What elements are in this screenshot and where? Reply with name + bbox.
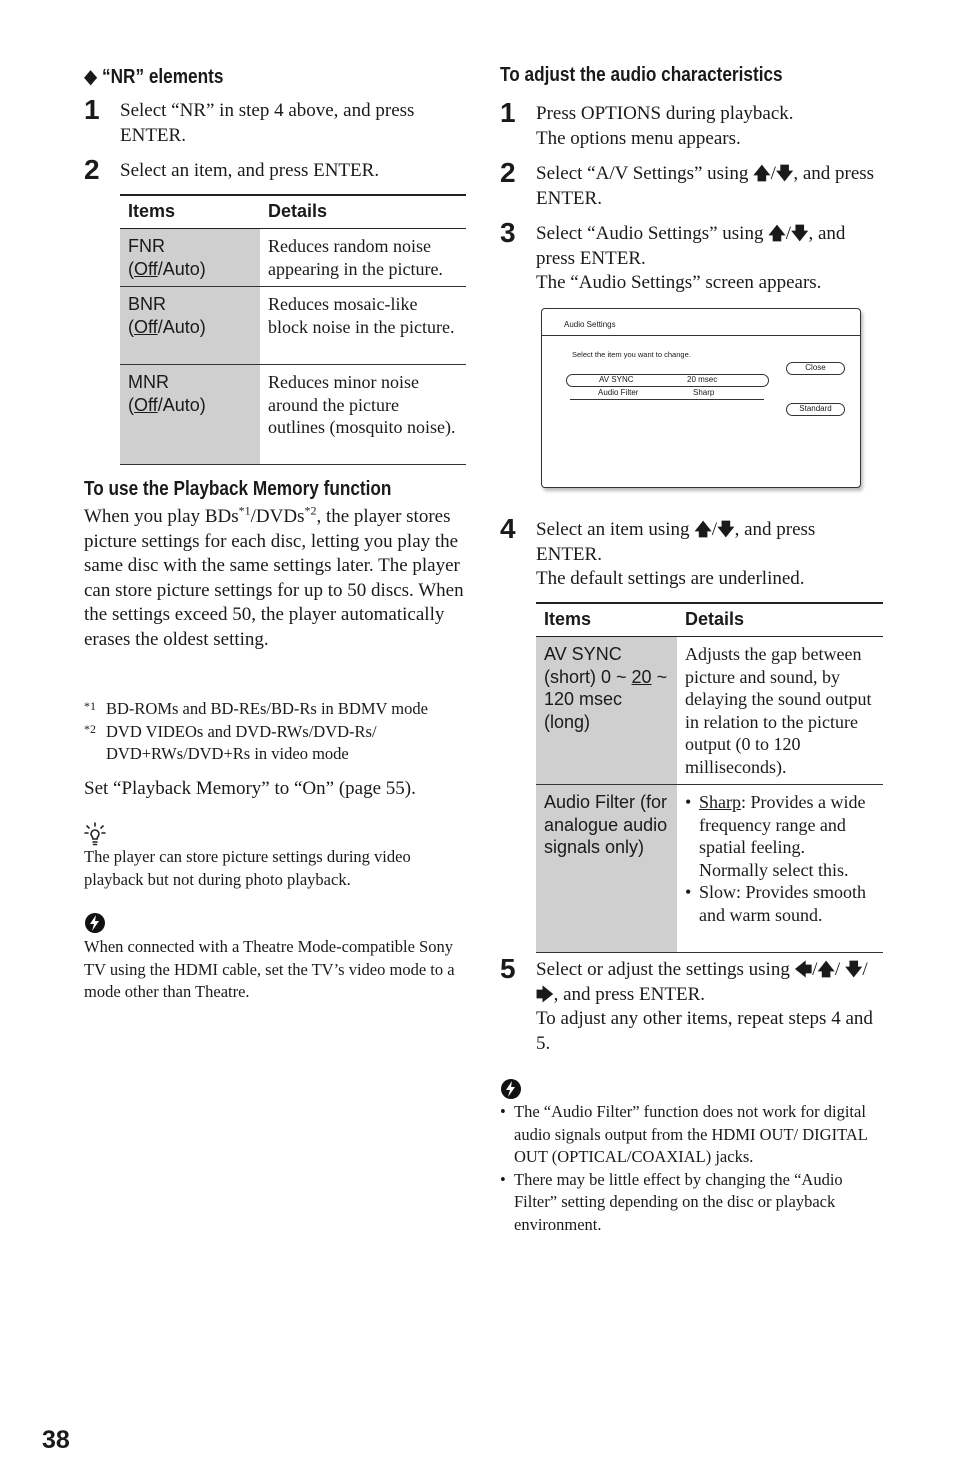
table-header-row: [536, 603, 883, 637]
step-2-text-b: , and press ENTER.: [536, 163, 875, 209]
column-header-details: Details: [260, 195, 466, 229]
audio-detail-avsync: Adjusts the gap between picture and sound, by delaying the sound output in relation to the picture output (0 to 120 milliseconds).: [677, 637, 883, 785]
default-value: Off: [134, 394, 158, 415]
up-arrow-icon: 🡅: [768, 224, 786, 244]
footnotes: [84, 698, 468, 766]
avsync-range-b: ~ 120 msec (long): [544, 666, 668, 732]
step-number-1: 1: [500, 97, 516, 128]
item-name: MNR: [128, 372, 169, 392]
set-playback-memory-text: Set “Playback Memory” to “On” (page 55).: [84, 778, 416, 799]
item-options: /Auto): [157, 316, 206, 337]
page-number: 38: [42, 1426, 70, 1454]
down-arrow-icon: 🡇: [717, 520, 735, 540]
list-item: • There may be little effect by changing the “Audio Filter” setting depending on the disc or playback environment.: [500, 1169, 884, 1237]
item-options: /Auto): [157, 394, 206, 415]
step-number-2: 2: [84, 154, 100, 185]
footnote-2: *2 DVD VIDEOs and DVD-RWs/DVD-Rs/ DVD+RWs/DVD+Rs in video mode: [84, 721, 377, 763]
audio-step-1: [536, 102, 884, 151]
nr-step-1-text: Select “NR” in step 4 above, and press ENTER.: [120, 100, 415, 146]
item-name: FNR: [128, 236, 165, 256]
screen-close-button[interactable]: Close: [786, 362, 845, 375]
pm-text-a: When you play BDs: [84, 506, 239, 527]
footnote-ref-2: *2: [304, 503, 317, 518]
table-header-row: [120, 195, 466, 229]
audio-adjust-heading: To adjust the audio characteristics: [500, 64, 783, 86]
step-3-result: The “Audio Settings” screen appears.: [536, 272, 822, 293]
down-arrow-icon: 🡇: [844, 960, 863, 980]
step-3-text-a: Select “Audio Settings” using: [536, 223, 764, 244]
table-row: [120, 365, 466, 465]
item-name: BNR: [128, 294, 167, 314]
footnote-ref-1: *1: [238, 503, 251, 518]
nr-detail-bnr: Reduces mosaic-like block noise in the picture.: [260, 287, 466, 365]
audio-step-4: Select an item using 🡅/🡇, and press ENTER. The default settings are underlined.: [536, 518, 884, 592]
screen-title: Audio Settings: [564, 320, 616, 329]
item-paren: (: [128, 394, 134, 415]
playback-memory-heading: To use the Playback Memory function: [84, 478, 392, 500]
screen-row-label: AV SYNC: [599, 375, 634, 384]
column-header-details: Details: [677, 603, 883, 637]
table-row: [536, 637, 883, 785]
step-4-text-b: , and press ENTER.: [536, 519, 816, 565]
screen-row-value: 20 msec: [687, 375, 718, 384]
audio-step-3: Select “Audio Settings” using 🡅/🡇, and press ENTER. The “Audio Settings” screen appears.: [536, 222, 884, 296]
step-number-1: 1: [84, 94, 100, 125]
item-paren: (: [128, 316, 134, 337]
column-header-items: Items: [120, 195, 260, 229]
down-arrow-icon: 🡇: [775, 164, 794, 184]
list-item: • Slow: Provides smooth and warm sound.: [685, 881, 877, 926]
column-header-items: Items: [536, 603, 677, 637]
nr-settings-table: [120, 194, 466, 465]
audio-item-filter: Audio Filter (for analogue audio signals only): [536, 785, 677, 953]
step-5-text-a: Select or adjust the settings using: [536, 959, 790, 980]
table-row: [536, 785, 883, 953]
screen-row-label: Audio Filter: [598, 388, 639, 397]
filter-sharp-desc: : Provides a wide frequency range and spatial feeling. Normally select this.: [699, 792, 866, 880]
nr-elements-heading: ◆ “NR” elements: [84, 66, 224, 88]
step-5-text-b: , and press ENTER.: [553, 983, 706, 1005]
lightning-note-icon: [84, 912, 106, 939]
screen-title-divider: [542, 335, 860, 336]
list-item: • The “Audio Filter” function does not work for digital audio signals output from the HDMI OUT/ DIGITAL OUT (OPTICAL/COAXIAL) jacks.: [500, 1101, 884, 1169]
table-row: [120, 229, 466, 287]
step-number-3: 3: [500, 217, 516, 248]
nr-item-bnr: [120, 287, 260, 365]
step-5-result: To adjust any other items, repeat steps 4 and 5.: [536, 1008, 873, 1054]
up-arrow-icon: 🡅: [753, 164, 771, 184]
nr-detail-fnr: Reduces random noise appearing in the picture.: [260, 229, 466, 287]
list-item: [685, 791, 877, 881]
avsync-range-a: AV SYNC (short) 0 ~: [544, 644, 632, 687]
default-value: Sharp: [699, 792, 741, 812]
step-4-result: The default settings are underlined.: [536, 568, 805, 589]
table-row: [120, 287, 466, 365]
down-arrow-icon: 🡇: [790, 224, 809, 244]
right-arrow-icon: 🡆: [536, 984, 554, 1005]
audio-step-2: Select “A/V Settings” using 🡅/🡇, and press ENTER.: [536, 163, 875, 209]
screen-standard-button[interactable]: Standard: [786, 403, 845, 416]
up-arrow-icon: 🡅: [694, 520, 712, 540]
playback-memory-paragraph: [84, 505, 468, 652]
screen-prompt: Select the item you want to change.: [572, 350, 691, 359]
step-number-5: 5: [500, 953, 516, 984]
step-3-text-b: , and press ENTER.: [536, 223, 846, 269]
audio-settings-screen: [541, 308, 861, 488]
screen-row-value: Sharp: [693, 388, 715, 397]
item-paren: (: [128, 258, 134, 279]
hint-text: The player can store picture settings during video playback but not during photo playback.: [84, 847, 411, 889]
audio-settings-table-wrap: [536, 602, 883, 953]
default-value: 20: [631, 666, 652, 687]
audio-step-5: Select or adjust the settings using 🡄/🡅/ 🡇/🡆, and press ENTER. To adjust any other items, repeat steps 4 and 5.: [536, 958, 884, 1056]
footnote-text-1: BD-ROMs and BD-REs/BD-Rs in BDMV mode: [106, 699, 428, 718]
screen-row-avsync[interactable]: [566, 374, 769, 387]
audio-settings-table: [536, 602, 883, 953]
item-options: /Auto): [157, 258, 206, 279]
audio-detail-filter: [677, 785, 883, 953]
step-2-text-a: Select “A/V Settings” using: [536, 163, 749, 184]
screen-row-audio-filter[interactable]: [570, 388, 764, 400]
default-value: Off: [134, 316, 158, 337]
nr-settings-table-wrap: [120, 194, 466, 465]
note-text: When connected with a Theatre Mode-compatible Sony TV using the HDMI cable, set the TV’s video mode to a mode other than Theatre.: [84, 937, 455, 1001]
left-arrow-icon: 🡄: [794, 960, 813, 980]
pm-text-c: , the player stores picture settings for each disc, letting you play the same disc with the same settings later. The player can store picture settings for up to 50 discs. When the settings exceed 50, the player automatically erases the oldest setting.: [84, 506, 464, 650]
filter-options-list: [685, 791, 877, 926]
pm-text-b: /DVDs: [250, 506, 305, 527]
nr-item-mnr: [120, 365, 260, 465]
audio-item-avsync: [536, 637, 677, 785]
step-1-result: The options menu appears.: [536, 127, 741, 149]
footnote-text-2: DVD VIDEOs and DVD-RWs/DVD-Rs/ DVD+RWs/DVD+Rs in video mode: [106, 721, 377, 763]
nr-step-2-text: Select an item, and press ENTER.: [120, 160, 380, 181]
step-number-4: 4: [500, 513, 516, 544]
default-value: Off: [134, 258, 158, 279]
footnote-1: *1 BD-ROMs and BD-REs/BD-Rs in BDMV mode: [84, 699, 428, 718]
nr-item-fnr: [120, 229, 260, 287]
up-arrow-icon: 🡅: [817, 960, 835, 980]
nr-detail-mnr: Reduces minor noise around the picture outlines (mosquito noise).: [260, 365, 466, 465]
step-4-text-a: Select an item using: [536, 519, 690, 540]
audio-notes-list: [500, 1101, 884, 1236]
step-number-2: 2: [500, 157, 516, 188]
step-1-instruction: Press OPTIONS during playback.: [536, 103, 794, 124]
